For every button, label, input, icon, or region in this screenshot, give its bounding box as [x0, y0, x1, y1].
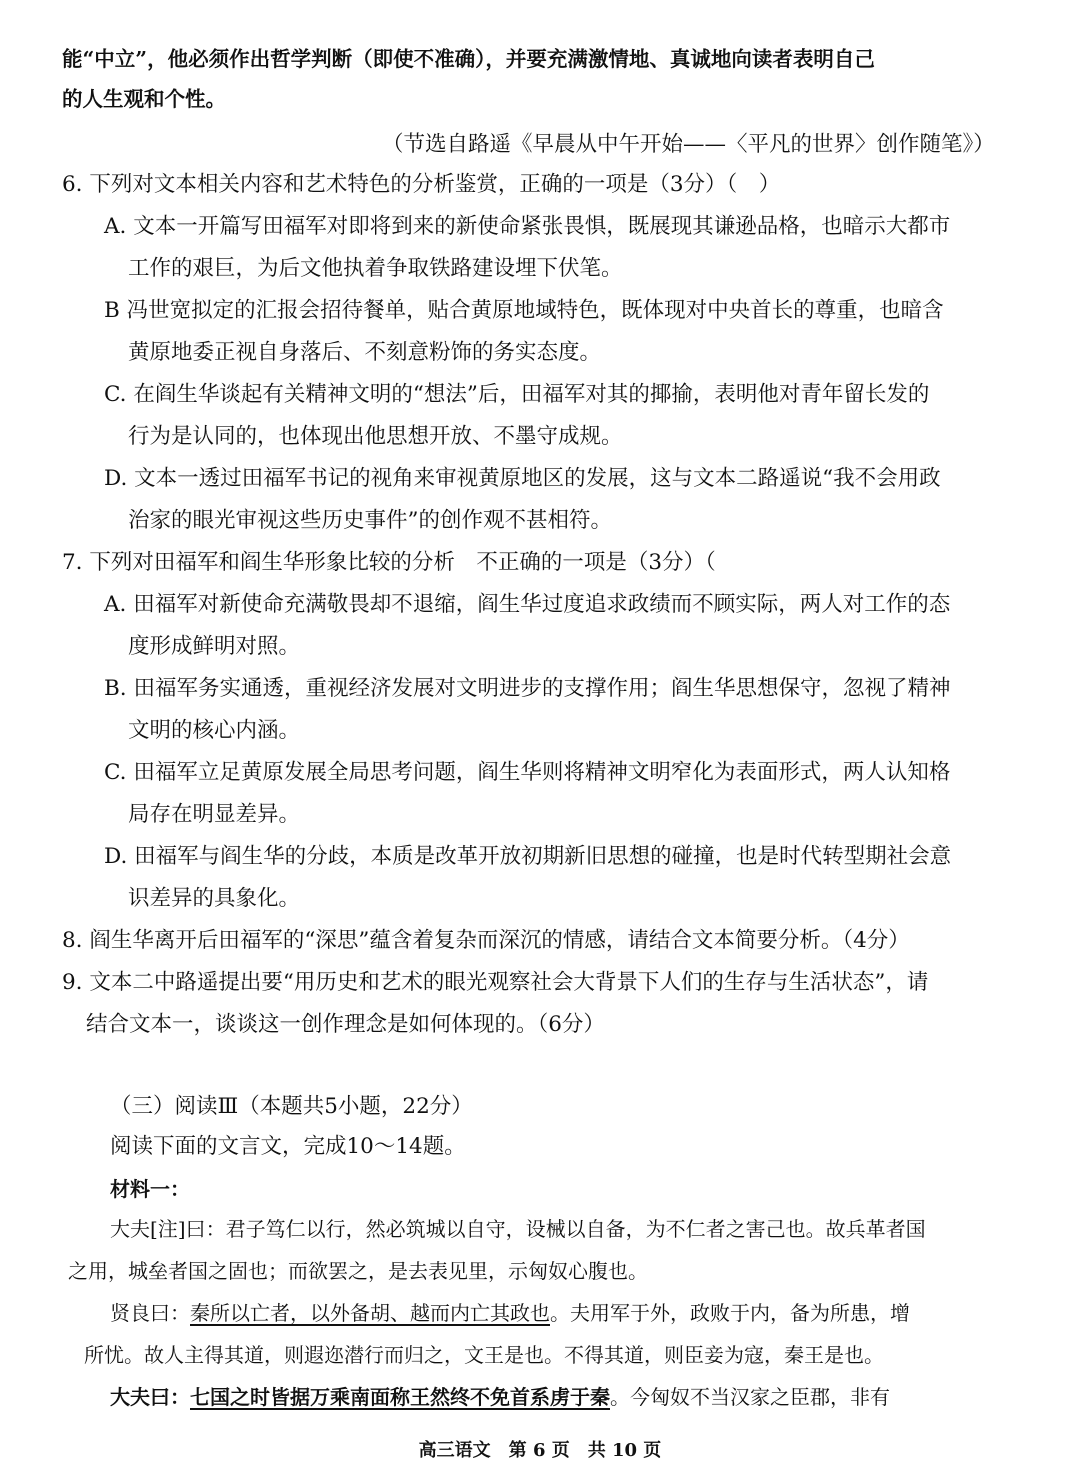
q7-option-a: A. 田福军对新使命充满敬畏却不退缩，阎生华过度追求政绩而不顾实际，两人对工作的态 — [104, 592, 951, 617]
q7-option-b-cont: 文明的核心内涵。 — [128, 718, 301, 743]
classical-paragraph-2 — [110, 1298, 910, 1328]
classical-paragraph-3 — [110, 1382, 890, 1412]
underlined-sentence: 七国之时皆据万乘南面称王然终不免首系虏于秦 — [190, 1385, 610, 1409]
q7-option-c-cont: 局存在明显差异。 — [128, 802, 301, 827]
material-label: 材料一： — [110, 1177, 190, 1201]
q6-option-c-cont: 行为是认同的，也体现出他思想开放、不墨守成规。 — [128, 424, 623, 449]
q6-option-a-cont: 工作的艰巨，为后文他执着争取铁路建设埋下伏笔。 — [128, 256, 623, 281]
passage-line: 能“中立”，他必须作出哲学判断（即使不准确），并要充满激情地、真诚地向读者表明自己 — [62, 47, 875, 71]
question-9: 9. 文本二中路遥提出要“用历史和艺术的眼光观察社会大背景下人们的生存与生活状态”，请 — [62, 970, 929, 995]
paragraph-text: 。夫用军于外，政败于内，备为所患，增 — [550, 1301, 910, 1325]
q6-option-b: B 冯世宽拟定的汇报会招待餐单，贴合黄原地域特色，既体现对中央首长的尊重，也暗含 — [104, 298, 944, 323]
speaker-label: 贤良曰： — [110, 1301, 190, 1325]
q7-option-c: C. 田福军立足黄原发展全局思考问题，阎生华则将精神文明窄化为表面形式，两人认知格 — [104, 760, 951, 785]
q7-option-a-cont: 度形成鲜明对照。 — [128, 634, 301, 659]
q6-option-d-cont: 治家的眼光审视这些历史事件”的创作观不甚相符。 — [128, 508, 612, 533]
question-9-cont: 结合文本一，谈谈这一创作理念是如何体现的。（6分） — [86, 1012, 605, 1037]
paragraph-text: 。今匈奴不当汉家之臣郡，非有 — [610, 1385, 890, 1409]
q6-option-b-cont: 黄原地委正视自身落后、不刻意粉饰的务实态度。 — [128, 340, 602, 365]
q7-option-d-cont: 识差异的具象化。 — [128, 886, 301, 911]
section-instruction: 阅读下面的文言文，完成10～14题。 — [110, 1134, 466, 1159]
classical-paragraph-1: 大夫[注]曰：君子笃仁以行，然必筑城以自守，设械以自备，为不仁者之害己也。故兵革者国 — [110, 1217, 926, 1241]
q6-option-a: A. 文本一开篇写田福军对即将到来的新使命紧张畏惧，既展现其谦逊品格，也暗示大都市 — [104, 214, 951, 239]
speaker-label: 大夫曰： — [110, 1385, 190, 1409]
question-7-stem: 7. 下列对田福军和阎生华形象比较的分析 不正确的一项是（3分）（ — [62, 550, 716, 575]
q6-option-c: C. 在阎生华谈起有关精神文明的“想法”后，田福军对其的揶揄，表明他对青年留长发的 — [104, 382, 930, 407]
q6-option-d: D. 文本一透过田福军书记的视角来审视黄原地区的发展，这与文本二路遥说“我不会用政 — [104, 466, 941, 491]
question-6-stem: 6. 下列对文本相关内容和艺术特色的分析鉴赏，正确的一项是（3分）（ ） — [62, 172, 781, 197]
question-8: 8. 阎生华离开后田福军的“深思”蕴含着复杂而深沉的情感，请结合文本简要分析。（4分） — [62, 928, 910, 953]
q7-option-d: D. 田福军与阎生华的分歧，本质是改革开放初期新旧思想的碰撞，也是时代转型期社会意 — [104, 844, 952, 869]
classical-paragraph-2-cont: 所忧。故人主得其道，则遐迩潜行而归之，文王是也。不得其道，则臣妾为寇，秦王是也。 — [84, 1343, 884, 1367]
passage-source: （节选自路遥《早晨从中午开始——〈平凡的世界〉创作随笔》） — [382, 132, 995, 157]
page-footer: 高三语文 第 6 页 共 10 页 — [418, 1440, 662, 1461]
q7-option-b: B. 田福军务实通透，重视经济发展对文明进步的支撑作用；阎生华思想保守，忽视了精神 — [104, 676, 951, 701]
passage-line: 的人生观和个性。 — [62, 87, 226, 111]
section-title: （三）阅读Ⅲ（本题共5小题，22分） — [110, 1094, 473, 1119]
classical-paragraph-1-cont: 之用，城垒者国之固也；而欲罢之，是去表见里，示匈奴心腹也。 — [68, 1259, 648, 1283]
underlined-sentence: 秦所以亡者，以外备胡、越而内亡其政也 — [190, 1301, 550, 1325]
